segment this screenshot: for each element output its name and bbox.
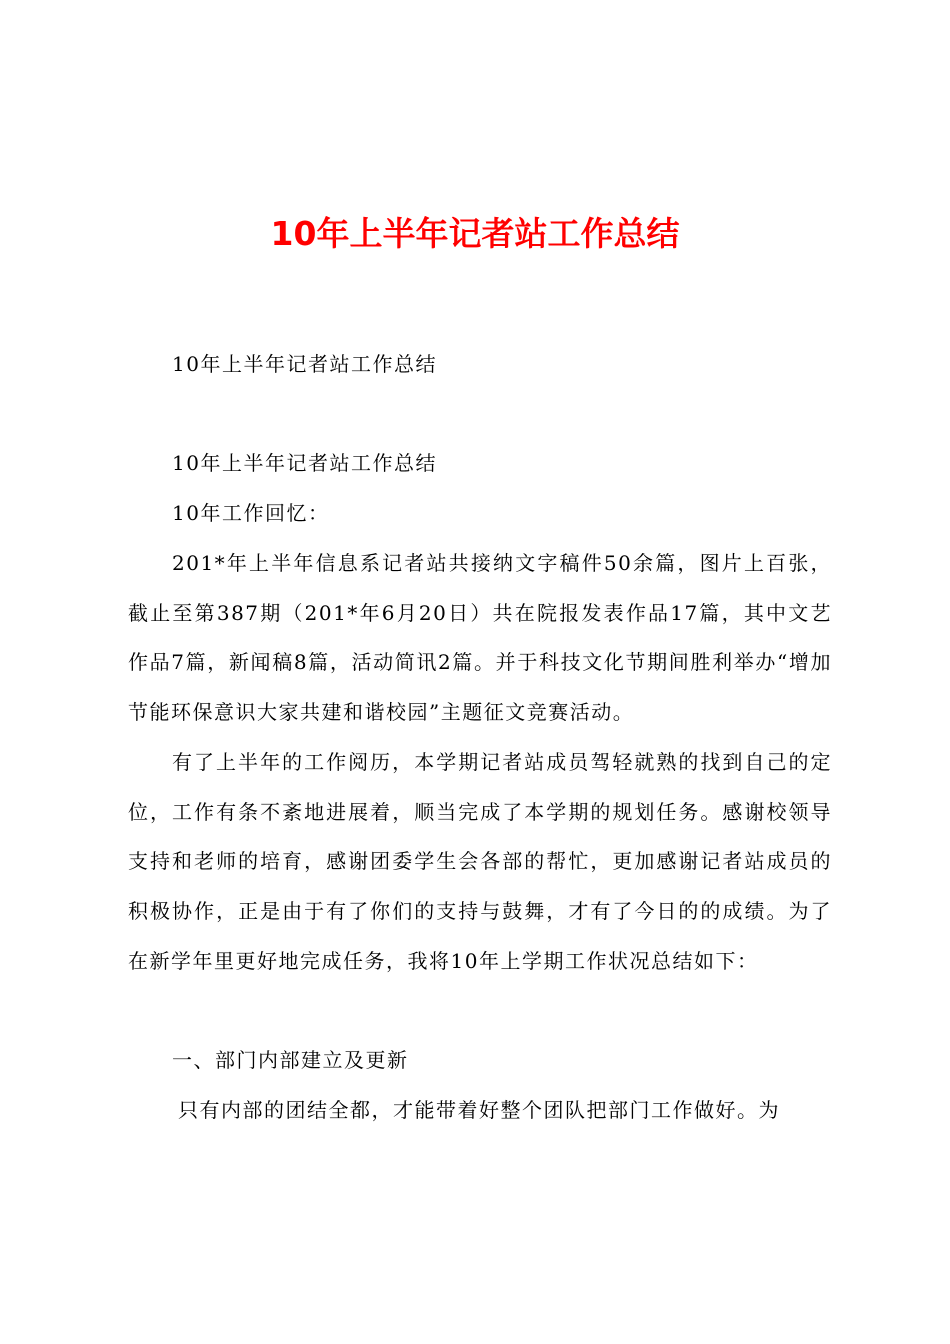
section-heading-internal: 一、部门内部建立及更新 (172, 1048, 409, 1072)
document-title: 10年上半年记者站工作总结 (270, 214, 680, 253)
subtitle-line-2: 10年上半年记者站工作总结 (172, 451, 437, 475)
paragraph-unity: 只有内部的团结全都，才能带着好整个团队把部门工作做好。为 (178, 1098, 780, 1122)
subtitle-line-1: 10年上半年记者站工作总结 (172, 352, 437, 376)
paragraph-statistics: 201*年上半年信息系记者站共接纳文字稿件50余篇，图片上百张，截止至第387期（201*年6月20日）共在院报发表作品17篇，其中文艺作品7篇，新闻稿8篇，活动简讯2篇。并于科技文化节期间胜利举办“增加节能环保意识大家共建和谐校园”主题征文竞赛活动。 (128, 551, 832, 725)
paragraph-experience: 有了上半年的工作阅历，本学期记者站成员驾轻就熟的找到自己的定位，工作有条不紊地进展着，顺当完成了本学期的规划任务。感谢校领导支持和老师的培育，感谢团委学生会各部的帮忙，更加感谢记者站成员的积极协作，正是由于有了你们的支持与鼓舞，才有了今日的的成绩。为了在新学年里更好地完成任务，我将10年上学期工作状况总结如下： (128, 750, 832, 973)
section-review-heading: 10年工作回忆： (172, 501, 330, 525)
